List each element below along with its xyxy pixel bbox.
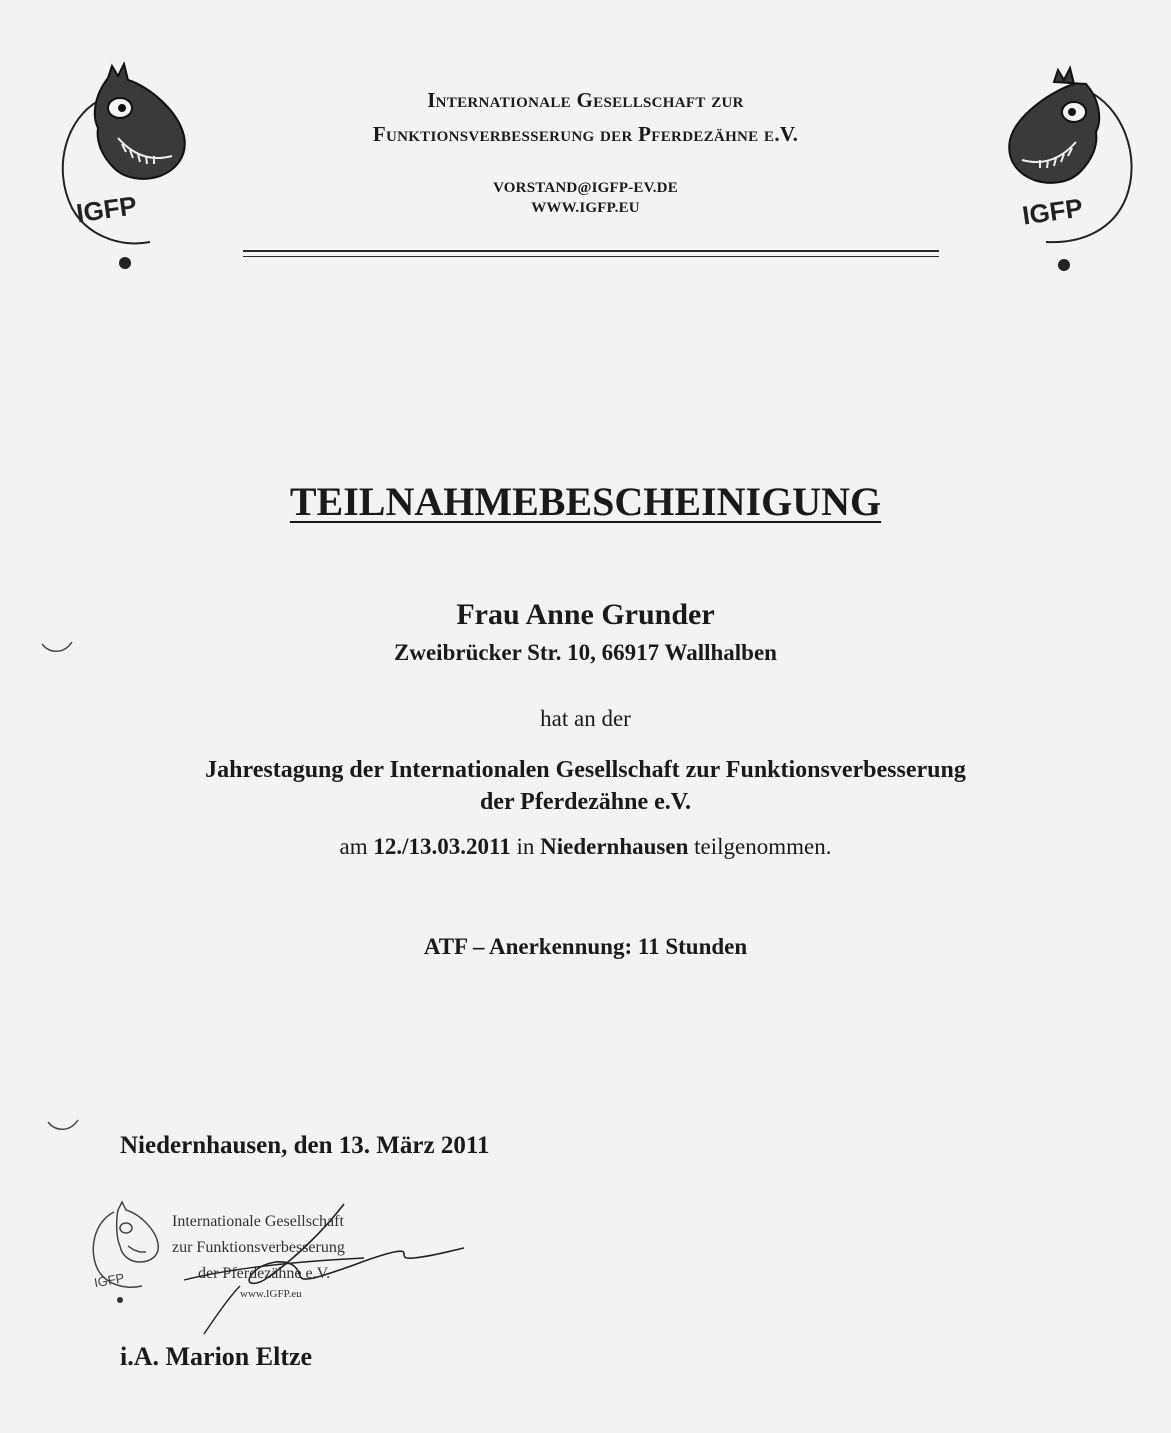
attendance-line — [0, 834, 1171, 860]
recipient-name: Frau Anne Grunder — [456, 598, 715, 631]
intro-text: hat an der — [540, 706, 631, 731]
signature — [144, 1200, 484, 1340]
location-prefix: in — [510, 834, 541, 859]
org-website: WWW.IGFP.EU — [531, 200, 640, 216]
org-name-line2: Funktionsverbesserung der Pferdezähne e.V. — [372, 122, 799, 146]
event-line2: der Pferdezähne e.V. — [479, 789, 692, 815]
stamp-line1: Internationale Gesellschaft — [172, 1213, 344, 1230]
association-stamp — [84, 1200, 484, 1340]
signatory-name: i.A. Marion Eltze — [120, 1342, 313, 1371]
atf-recognition: ATF – Anerkennung: 11 Stunden — [423, 934, 748, 959]
event-location: Niedernhausen — [540, 834, 689, 859]
org-name-line1: Internationale Gesellschaft zur — [427, 88, 744, 112]
header-divider — [243, 250, 939, 252]
stamp-line2: zur Funktionsverbesserung — [172, 1239, 345, 1256]
event-line1: Jahrestagung der Internationalen Gesellschaft zur Funktionsverbesserung — [205, 757, 966, 783]
punch-hole-mark — [40, 640, 74, 656]
header-divider-thin — [243, 256, 939, 257]
org-email: VORSTAND@IGFP-EV.DE — [493, 180, 678, 196]
punch-hole-mark — [46, 1118, 80, 1134]
stamp-logo-text: IGFP — [92, 1270, 126, 1291]
logo-text: IGFP — [74, 190, 139, 229]
certificate-title: TEILNAHMEBESCHEINIGUNG — [289, 479, 882, 524]
recipient-address: Zweibrücker Str. 10, 66917 Wallhalben — [394, 640, 777, 665]
event-date: 12./13.03.2011 — [373, 834, 511, 859]
attendance-suffix: teilgenommen. — [688, 834, 832, 859]
logo-text: IGFP — [1020, 192, 1085, 231]
date-prefix: am — [339, 834, 374, 859]
stamp-line3: der Pferdezähne e.V. — [198, 1265, 331, 1282]
stamp-url: www.IGFP.eu — [240, 1288, 302, 1300]
place-and-date: Niedernhausen, den 13. März 2011 — [120, 1132, 490, 1159]
